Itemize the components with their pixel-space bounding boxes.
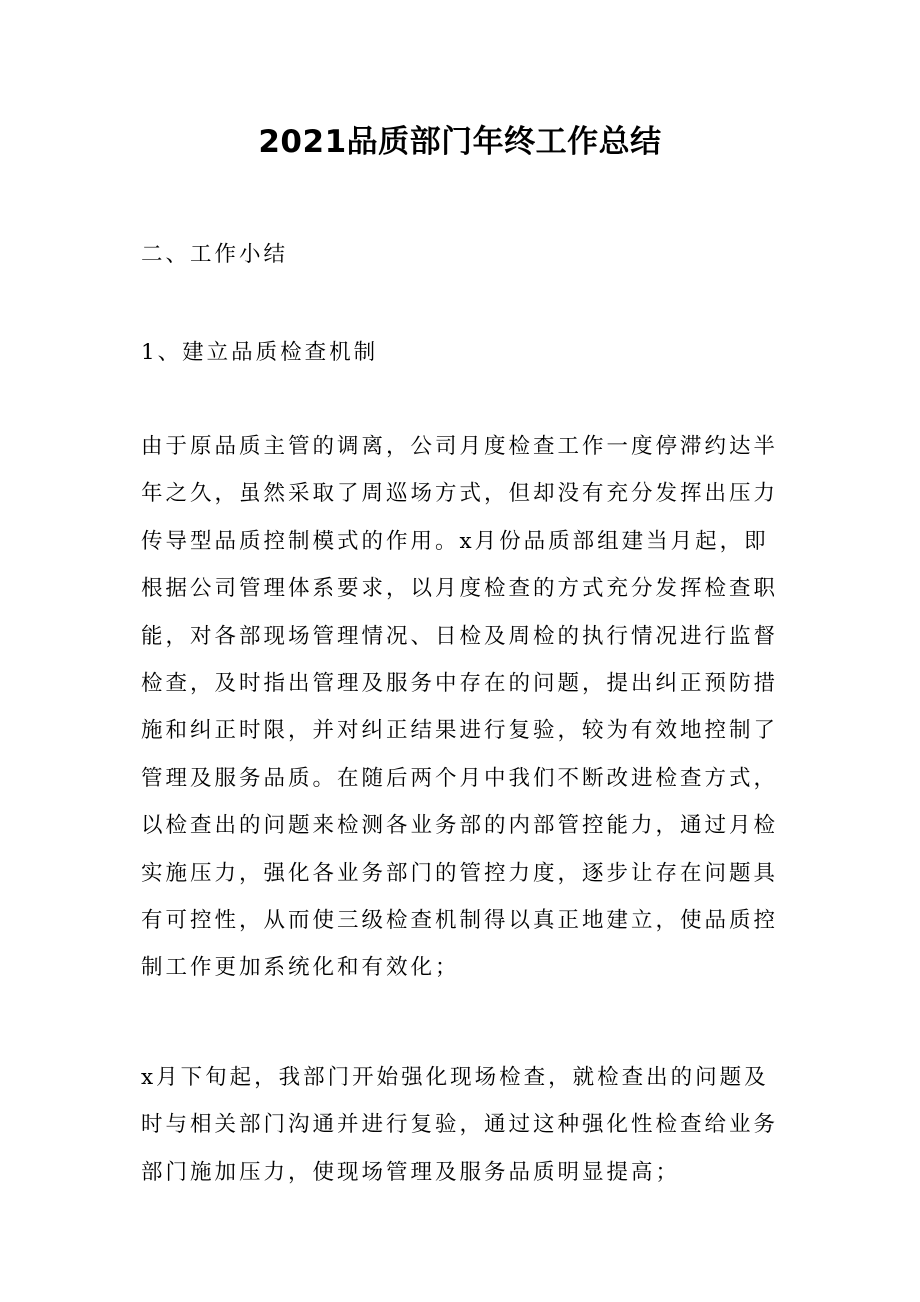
paragraph-line: 部门施加压力，使现场管理及服务品质明显提高； xyxy=(141,1159,681,1185)
paragraph-line: 制工作更加系统化和有效化； xyxy=(141,955,460,981)
paragraph-line: 实施压力，强化各业务部门的管控力度，逐步让存在问题具 xyxy=(141,860,779,886)
paragraph-line: 有可控性，从而使三级检查机制得以真正地建立，使品质控 xyxy=(141,908,779,934)
paragraph-line: 以检查出的问题来检测各业务部的内部管控能力，通过月检 xyxy=(141,813,779,839)
paragraph-line: 年之久，虽然采取了周巡场方式，但却没有充分发挥出压力 xyxy=(141,481,779,507)
paragraph-2 xyxy=(141,1054,801,1196)
document-title: 2021品质部门年终工作总结 xyxy=(258,124,662,160)
section-heading: 二、工作小结 xyxy=(141,242,289,267)
sub-heading: 1、建立品质检查机制 xyxy=(141,340,379,365)
paragraph-line: 管理及服务品质。在随后两个月中我们不断改进检查方式， xyxy=(141,765,779,791)
paragraph-line: 检查，及时指出管理及服务中存在的问题，提出纠正预防措 xyxy=(141,671,779,697)
paragraph-line: 由于原品质主管的调离，公司月度检查工作一度停滞约达半 xyxy=(141,434,779,459)
paragraph-line: x月下旬起，我部门开始强化现场检查，就检查出的问题及 xyxy=(141,1065,769,1090)
paragraph-line: 时与相关部门沟通并进行复验，通过这种强化性检查给业务 xyxy=(141,1112,779,1138)
paragraph-line: 传导型品质控制模式的作用。x月份品质部组建当月起，即 xyxy=(141,528,769,554)
paragraph-line: 能，对各部现场管理情况、日检及周检的执行情况进行监督 xyxy=(141,623,779,649)
paragraph-line: 根据公司管理体系要求，以月度检查的方式充分发挥检查职 xyxy=(141,576,779,602)
paragraph-line: 施和纠正时限，并对纠正结果进行复验，较为有效地控制了 xyxy=(141,718,779,744)
paragraph-1 xyxy=(141,423,801,992)
